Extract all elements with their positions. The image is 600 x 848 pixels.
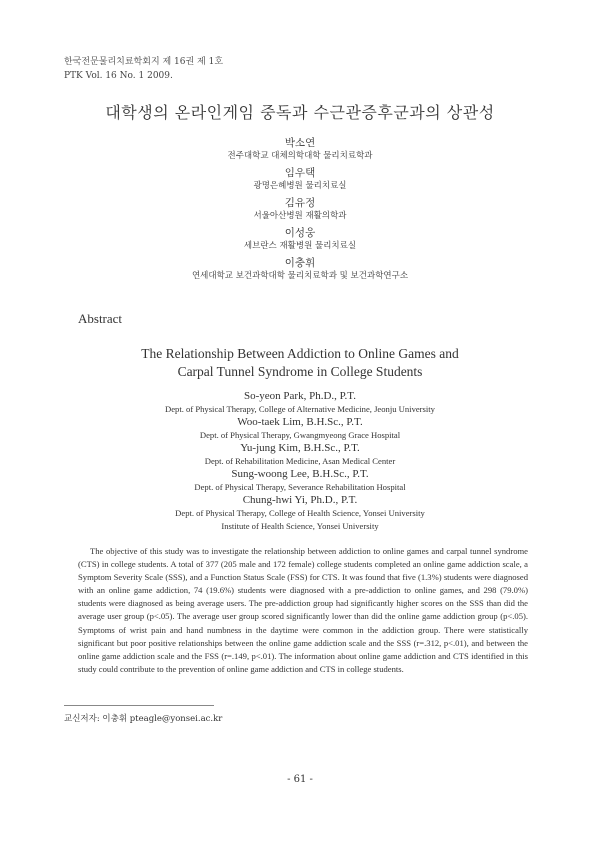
author-name: Yu-jung Kim, B.H.Sc., P.T. (240, 442, 360, 454)
author-name: So-yeon Park, Ph.D., P.T. (244, 390, 356, 402)
author-affiliation-extra: Institute of Health Science, Yonsei University (221, 521, 379, 531)
footnote-divider (64, 705, 214, 706)
author-affiliation: Dept. of Physical Therapy, Gwangmyeong Grace Hospital (199, 430, 401, 440)
author-affiliation: Dept. of Rehabilitation Medicine, Asan Medical Center (204, 456, 396, 466)
authors-english (0, 390, 600, 533)
journal-line-english: PTK Vol. 16 No. 1 2009. (64, 71, 173, 81)
author-name: 임우택 (284, 167, 316, 179)
author-affiliation: Dept. of Physical Therapy, College of Alternative Medicine, Jeonju University (165, 404, 435, 414)
paper-title-english (0, 345, 600, 381)
author-name: 김유정 (284, 197, 316, 209)
author-affiliation: Dept. of Physical Therapy, Severance Rehabilitation Hospital (194, 482, 406, 492)
abstract-body: The objective of this study was to investigate the relationship between addiction to online games and carpal tunnel syndrome (CTS) in college students. A total of 377 (205 male and 172 female) college students completed an online game addiction scale, a Symptom Severity Scale (SSS), and a Function Status Scale (FSS) for CTS. It was found that five (1.3%) students were diagnosed with an online game addiction, 74 (19.6%) students were diagnosed with a pre-addiction to online games, and 298 (79.0%) students were diagnosed as being average users. The pre-addiction group had significantly higher scores on the SSS than did the average user group (p<.05). The average user group scored significantly lower than did the online game addiction group (p<.05). Symptoms of wrist pain and hand numbness in the daytime were common in the addiction group. There were statistically significant but poor positive relationships between the online game addiction scale and the SSS (r=.312, p<.01), and between the online game addiction scale and the FSS (r=.149, p<.01). The information about online game addiction and CTS identified in this study could contribute to the prevention of online game addiction and CTS in college students. (78, 546, 528, 674)
author-name: Sung-woong Lee, B.H.Sc., P.T. (231, 468, 369, 480)
author-affiliation: Dept. of Physical Therapy, College of Health Science, Yonsei University (175, 508, 425, 518)
authors-korean (0, 137, 600, 287)
journal-line-korean: 한국전문물리치료학회지 제 16권 제 1호 (64, 57, 224, 67)
author-affiliation: 연세대학교 보건과학대학 물리치료학과 및 보건과학연구소 (191, 271, 409, 281)
title-line: The Relationship Between Addiction to Online Games and (141, 346, 459, 361)
journal-header (64, 55, 223, 83)
author-affiliation: 광명은혜병원 물리치료실 (253, 181, 347, 191)
author-name: 이충휘 (284, 257, 316, 269)
author-affiliation: 서울아산병원 재활의학과 (253, 211, 347, 221)
author-name: Woo-taek Lim, B.H.Sc., P.T. (237, 416, 363, 428)
author-affiliation: 전주대학교 대체의학대학 물리치료학과 (227, 151, 373, 161)
paper-title-korean: 대학생의 온라인게임 중독과 수근관증후군과의 상관성 (105, 103, 495, 122)
title-line: Carpal Tunnel Syndrome in College Students (177, 364, 423, 379)
abstract-heading: Abstract (78, 311, 123, 326)
author-name: 박소연 (284, 137, 316, 149)
page-number: - 61 - (287, 774, 313, 785)
author-affiliation: 세브란스 재활병원 물리치료실 (243, 241, 357, 251)
author-name: 이성웅 (284, 227, 316, 239)
corresponding-author-footnote: 교신저자: 이충휘 pteagle@yonsei.ac.kr (64, 714, 223, 724)
author-name: Chung-hwi Yi, Ph.D., P.T. (242, 494, 358, 506)
